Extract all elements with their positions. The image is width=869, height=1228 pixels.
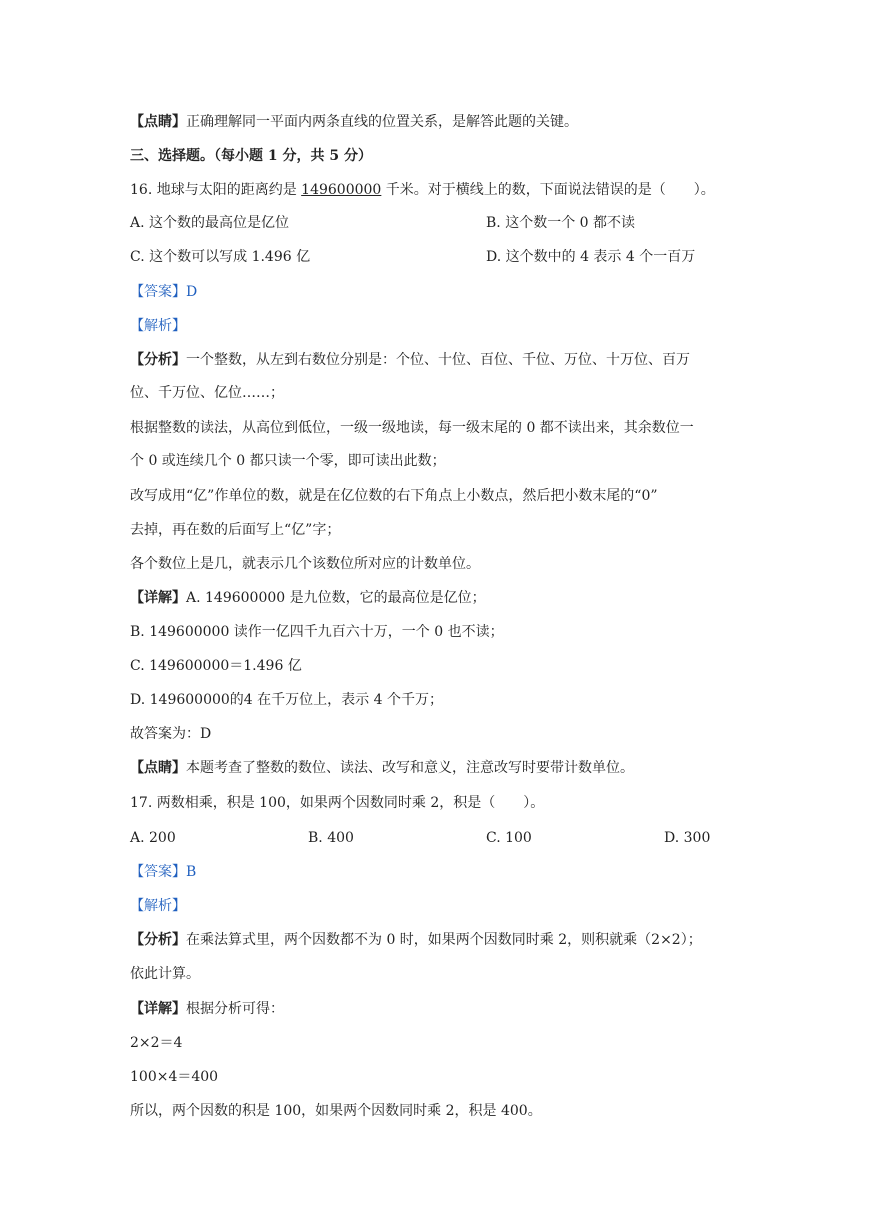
fenxi-line: 各个数位上是几，就表示几个该数位所对应的计数单位。 [130, 556, 480, 572]
q16-stem-post: 千米。对于横线上的数，下面说法错误的是（ ）。 [381, 182, 715, 198]
q16-detail [130, 588, 486, 608]
fenxi-label: 【分析】 [130, 932, 186, 948]
q16-underlined-number: 149600000 [301, 182, 382, 198]
fenxi-line: 位、千万位、亿位……； [130, 385, 284, 401]
tip-text: 正确理解同一平面内两条直线的位置关系，是解答此题的关键。 [186, 114, 578, 130]
fenxi-label: 【分析】 [130, 352, 186, 368]
q17-detail [130, 999, 284, 1019]
q16-option-b: B. 这个数一个 0 都不读 [486, 215, 635, 231]
detail-line: 100×4＝400 [130, 1069, 219, 1085]
q16-option-d: D. 这个数中的 4 表示 4 个一百万 [486, 249, 696, 265]
fenxi-line: 依此计算。 [130, 966, 200, 982]
detail-line: 根据分析可得： [186, 1001, 284, 1017]
q16-option-a: A. 这个数的最高位是亿位 [130, 215, 290, 231]
q17-option-d: D. 300 [664, 830, 711, 846]
q16-tip [130, 758, 634, 778]
q17-answer: 【答案】B [130, 864, 197, 880]
detail-line: 2×2＝4 [130, 1035, 183, 1051]
detail-label: 【详解】 [130, 590, 186, 606]
detail-line: 故答案为：D [130, 726, 212, 742]
detail-line: 所以，两个因数的积是 100，如果两个因数同时乘 2，积是 400。 [130, 1103, 542, 1119]
q16-fenxi [130, 350, 690, 370]
q16-analysis-heading: 【解析】 [130, 318, 186, 334]
fenxi-line: 个 0 或连续几个 0 都只读一个零，即可读出此数； [130, 453, 446, 469]
q17-fenxi [130, 930, 702, 950]
detail-line: B. 149600000 读作一亿四千九百六十万，一个 0 也不读； [130, 624, 504, 640]
detail-line: C. 149600000＝1.496 亿 [130, 658, 302, 674]
tip-label: 【点睛】 [130, 114, 186, 130]
q16-option-c: C. 这个数可以写成 1.496 亿 [130, 249, 311, 265]
q17-analysis-heading: 【解析】 [130, 898, 186, 914]
detail-label: 【详解】 [130, 1001, 186, 1017]
q16-stem [130, 180, 715, 200]
q16-stem-pre: 16. 地球与太阳的距离约是 [130, 182, 302, 198]
tip-label: 【点睛】 [130, 760, 186, 776]
fenxi-line: 一个整数，从左到右数位分别是：个位、十位、百位、千位、万位、十万位、百万 [186, 352, 690, 368]
q17-option-c: C. 100 [486, 830, 532, 846]
detail-line: A. 149600000 是九位数，它的最高位是亿位； [186, 590, 486, 606]
q15-tip [130, 112, 578, 132]
q17-option-a: A. 200 [130, 830, 176, 846]
q16-answer: 【答案】D [130, 284, 198, 300]
fenxi-line: 去掉，再在数的后面写上“亿”字； [130, 522, 341, 538]
section-title: 三、选择题。（每小题 1 分，共 5 分） [130, 148, 372, 164]
q17-option-b: B. 400 [308, 830, 354, 846]
q17-stem: 17. 两数相乘，积是 100，如果两个因数同时乘 2，积是（ ）。 [130, 795, 545, 811]
detail-line: D. 149600000的4 在千万位上，表示 4 个千万； [130, 692, 443, 708]
fenxi-line: 改写成用“亿”作单位的数，就是在亿位数的右下角点上小数点，然后把小数末尾的“0” [130, 488, 658, 504]
fenxi-line: 根据整数的读法，从高位到低位，一级一级地读，每一级末尾的 0 都不读出来，其余数位一 [130, 420, 694, 436]
fenxi-line: 在乘法算式里，两个因数都不为 0 时，如果两个因数同时乘 2，则积就乘（2×2）； [186, 932, 702, 948]
tip-text: 本题考查了整数的数位、读法、改写和意义，注意改写时要带计数单位。 [186, 760, 634, 776]
